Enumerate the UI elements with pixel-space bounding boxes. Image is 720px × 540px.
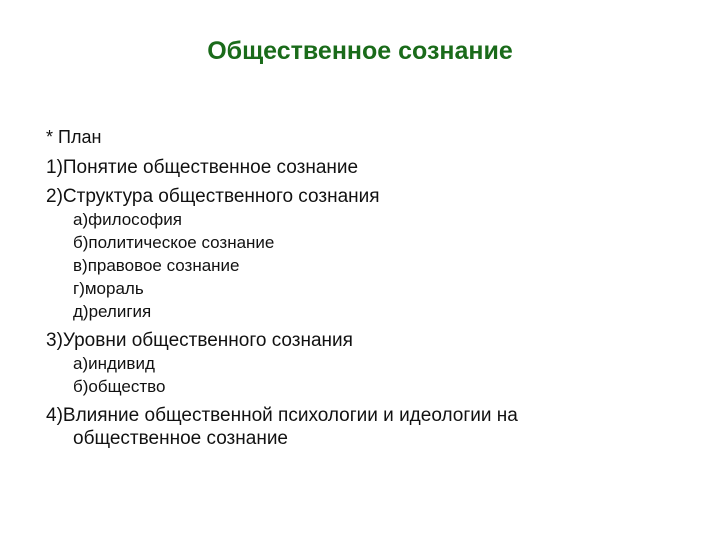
structure-subitem-v: в)правовое сознание: [73, 256, 240, 275]
structure-subitem-g: г)мораль: [73, 279, 144, 298]
structure-subitem-d: д)религия: [73, 302, 152, 321]
plan-item-4-continuation: общественное сознание: [73, 428, 288, 449]
plan-item-1: 1)Понятие общественное сознание: [46, 157, 359, 178]
plan-item-3: 3)Уровни общественного сознания: [46, 330, 353, 351]
levels-subitem-a: а)индивид: [73, 354, 155, 373]
structure-subitem-b: б)политическое сознание: [73, 233, 275, 252]
plan-content: [46, 126, 686, 450]
plan-item-4: 4)Влияние общественной психологии и идеологии на: [46, 405, 518, 426]
slide-title: Общественное сознание: [207, 37, 513, 65]
plan-item-2: 2)Структура общественного сознания: [46, 186, 380, 207]
levels-subitem-b: б)общество: [73, 377, 166, 396]
plan-heading: * План: [46, 127, 102, 147]
structure-subitem-a: а)философия: [73, 210, 182, 229]
